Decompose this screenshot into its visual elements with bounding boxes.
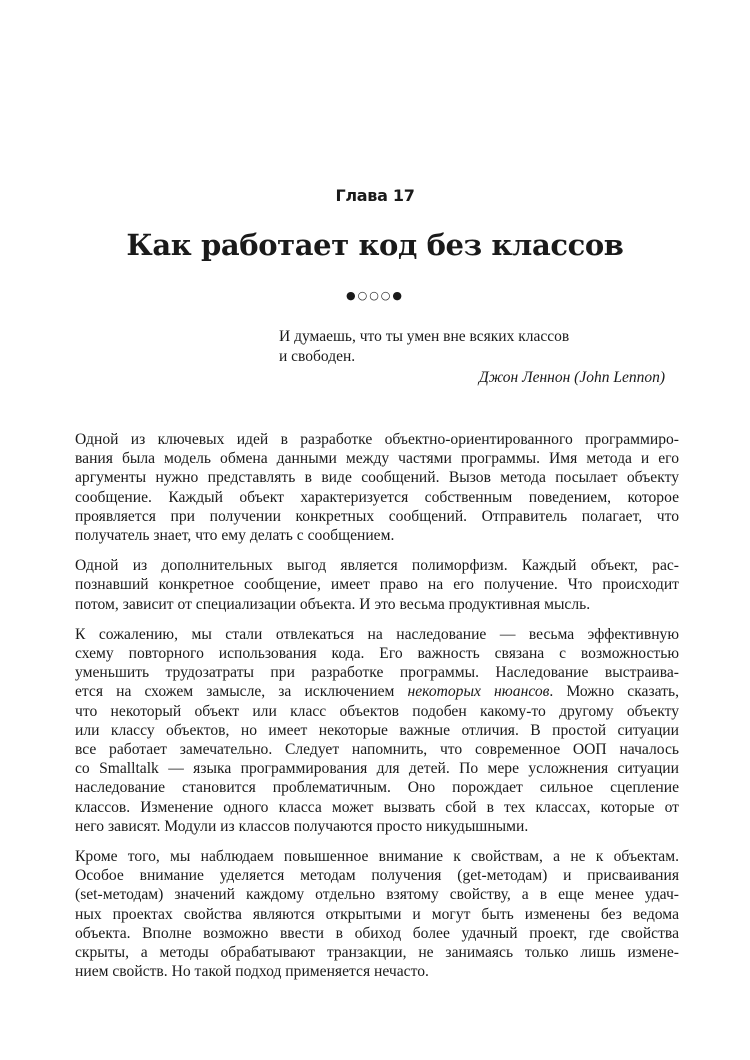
paragraph (75, 847, 679, 981)
text-line: Одной из дополнительных выгод является полиморфизм. Каждый объект, рас- (75, 557, 679, 575)
epigraph (279, 327, 669, 388)
text-line: или классу объектов, но имеет некоторые важные отличия. В простой ситуации (75, 721, 679, 739)
text-line: сообщение. Каждый объект характеризуется собственным поведением, которое (75, 488, 679, 506)
epigraph-attribution: Джон Леннон (John Lennon) (478, 369, 665, 386)
text-line: получатель знает, что ему делать с сообщением. (75, 527, 395, 545)
text-line: потом, зависит от специализации объекта. И это весьма продуктивная мысль. (75, 595, 591, 613)
epigraph-line: и свободен. (279, 347, 356, 365)
paragraph (75, 430, 679, 545)
text-line: уменьшить трудозатраты при разработке программы. Наследование выстраива- (75, 664, 679, 682)
ornament-divider: ●○○○● (346, 289, 404, 302)
text-line: аргументы нужно представлять в виде сообщений. Вызов метода посылает объекту (75, 469, 679, 487)
text-line: Одной из ключевых идей в разработке объектно-ориентированного программиро- (75, 431, 679, 448)
chapter-title: Как работает код без классов (126, 228, 624, 262)
paragraph (75, 556, 679, 614)
text-fragment: . Можно сказать, (549, 683, 679, 701)
text-line: со Smalltalk — языка программирования для детей. По мере усложнения ситуации (75, 760, 679, 778)
text-line: объекта. Вполне возможно ввести в обиход более удачный проект, где свойства (75, 924, 679, 942)
text-line: наследование становится проблематичным. Оно порождает сильное сцепление (75, 779, 679, 797)
text-line: нием свойств. Но такой подход применяется нечасто. (75, 963, 429, 981)
chapter-number: Глава 17 (335, 186, 415, 205)
text-line: К сожалению, мы стали отвлекаться на наследование — весьма эффективную (75, 625, 679, 643)
text-line: что некоторый объект или класс объектов подобен какому-то другому объекту (75, 702, 679, 720)
text-line: Особое внимание уделяется методам получения (get-методам) и присваивания (75, 867, 679, 885)
epigraph-line: И думаешь, что ты умен вне всяких классов (279, 328, 570, 345)
text-line: скрыты, а методы обрабатывают транзакции, не занимаясь только лишь измене- (75, 944, 679, 962)
text-line: классов. Изменение одного класса может вызвать сбой в тех классах, которые от (75, 798, 679, 816)
text-line: схему повторного использования кода. Его важность связана с возможностью (75, 645, 679, 663)
text-line: Кроме того, мы наблюдаем повышенное внимание к свойствам, а не к объектам. (75, 848, 679, 866)
text-line: вания была модель обмена данными между частями программы. Имя метода и его (75, 450, 679, 468)
text-line: все работает замечательно. Следует напомнить, что современное ООП началось (75, 741, 679, 759)
text-line: познавший конкретное сообщение, имеет право на его получение. Что происходит (75, 576, 679, 594)
text-line (75, 682, 679, 701)
text-line: него зависят. Модули из классов получаются просто никудышными. (75, 817, 529, 835)
text-line: (set-методам) значений каждому отдельно взятому свойству, а в еще менее удач- (75, 886, 679, 904)
emphasized-phrase: некоторых нюансов (407, 683, 550, 701)
text-line: проявляется при получении конкретных сообщений. Отправитель полагает, что (75, 507, 679, 525)
paragraph (75, 625, 679, 836)
text-line: ных проектах свойства являются открытыми и могут быть изменены без ведома (75, 905, 679, 923)
text-fragment: ется на схожем замысле, за исключением (75, 683, 408, 701)
chapter-body (75, 430, 679, 992)
